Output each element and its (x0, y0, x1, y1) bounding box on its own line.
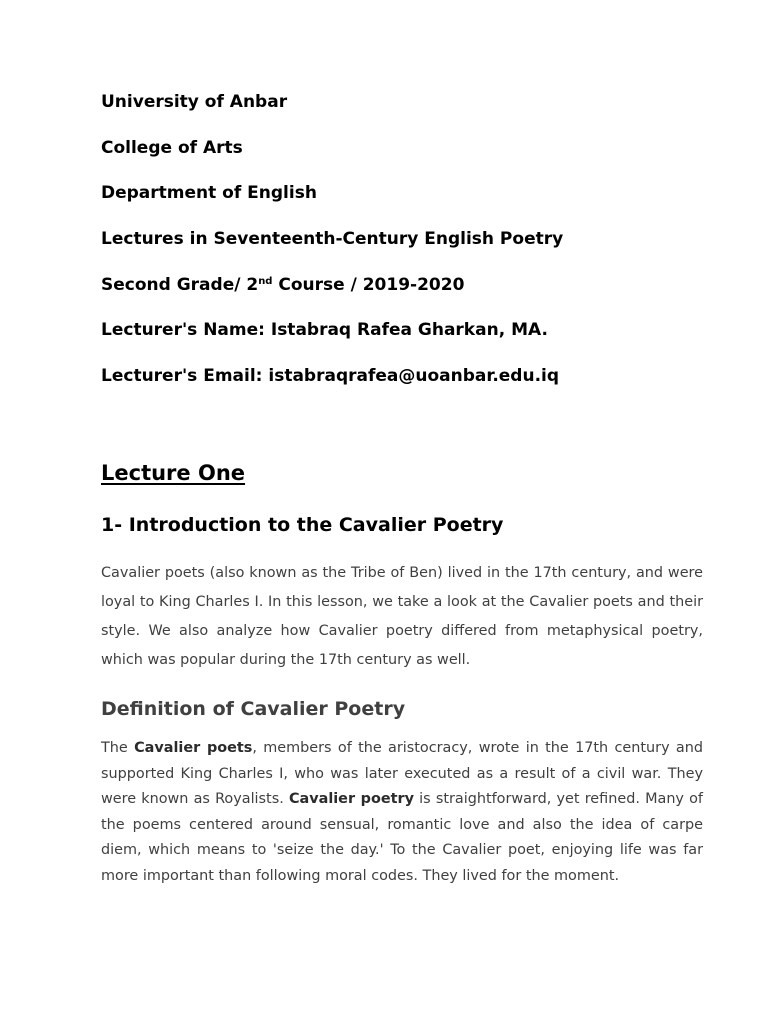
department-name: Department of English (101, 183, 317, 203)
course-title: Lectures in Seventeenth-Century English Poetry (101, 229, 564, 249)
grade-course-line (101, 275, 464, 295)
lecturer-email: Lecturer's Email: istabraqrafea@uoanbar.edu.iq (101, 366, 560, 386)
grade-text: Second Grade/ 2 (101, 275, 259, 295)
intro-paragraph: Cavalier poets (also known as the Tribe of Ben) lived in the 17th century, and were loyal to King Charles I. In this lesson, we take a look at the Cavalier poets and their style. We also analyze how Cavalier poetry differed from metaphysical poetry, which was popular during the 17th century as well. (101, 565, 703, 668)
lecture-title: Lecture One (101, 461, 246, 485)
college-name: College of Arts (101, 138, 243, 158)
course-year-text: Course / 2019-2020 (272, 275, 465, 295)
definition-text-1: The (101, 740, 135, 756)
lecturer-name: Lecturer's Name: Istabraq Rafea Gharkan, MA. (101, 320, 548, 340)
definition-text-2: , members of the aristocracy, wrote in the 17th century and supported King Charles I, who was later executed as a result of a civil war. They were known as Royalists. (101, 740, 703, 807)
definition-text-3: is straightforward, yet refined. Many of the poems centered around sensual, romantic love and also the idea of carpe diem, which means to 'seize the day.' To the Cavalier poet, enjoying life was far more important than following moral codes. They lived for the moment. (101, 791, 703, 884)
bold-term-cavalier-poets: Cavalier poets (134, 740, 253, 756)
section-title: 1- Introduction to the Cavalier Poetry (101, 514, 504, 536)
definition-title: Definition of Cavalier Poetry (101, 698, 406, 720)
university-name: University of Anbar (101, 92, 288, 112)
definition-paragraph (101, 736, 703, 889)
bold-term-cavalier-poetry: Cavalier poetry (288, 791, 414, 807)
grade-ordinal-suffix: nd (258, 276, 273, 287)
